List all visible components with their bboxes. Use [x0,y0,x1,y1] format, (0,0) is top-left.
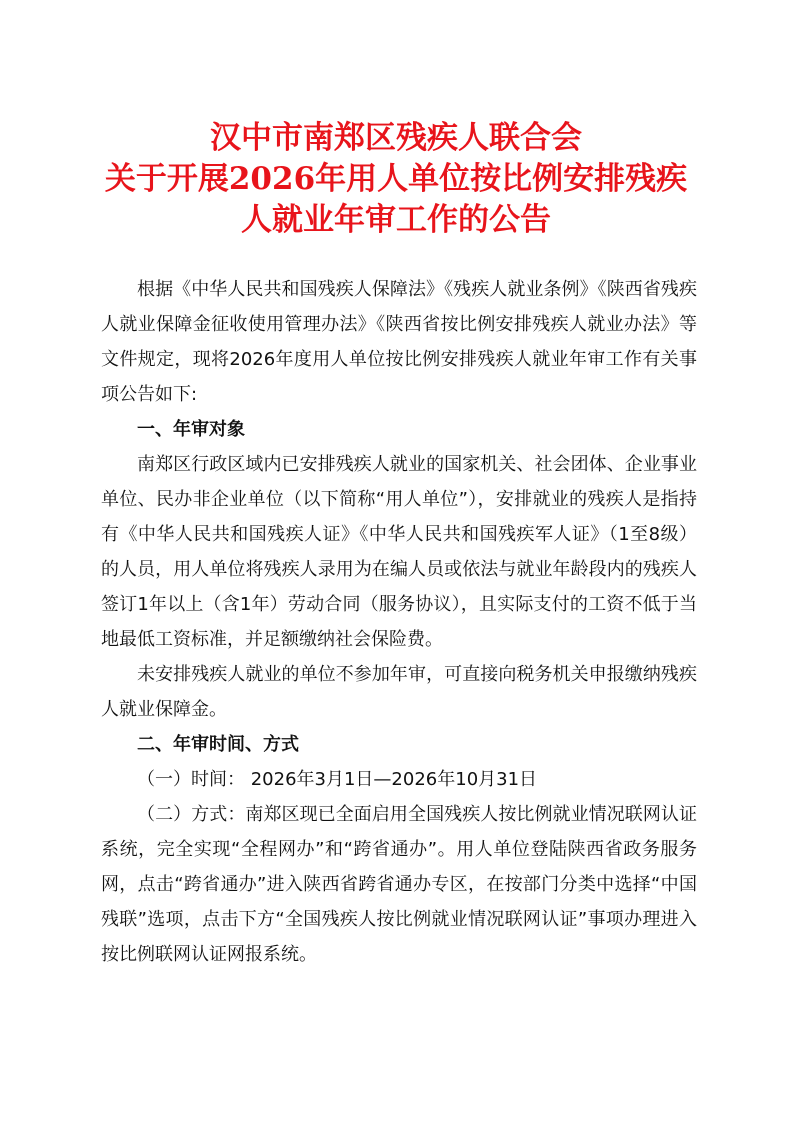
section-2-method: （二）方式：南郑区现已全面启用全国残疾人按比例就业情况联网认证系统，完全实现“全程网办”和“跨省通办”。用人单位登陆陕西省政务服务网，点击“跨省通办”进入陕西省跨省通办专区，在按部门分类中选择“中国残联”选项，点击下方“全国残疾人按比例就业情况联网认证”事项办理进入按比例联网认证网报系统。 [101,804,697,965]
document-title [60,118,732,241]
section-2-time: （一）时间： 2026年3月1日—2026年10月31日 [137,769,538,790]
title-line-2: 关于开展2026年用人单位按比例安排残疾 [104,161,688,197]
section-1-heading: 一、年审对象 [137,419,245,440]
document-body [101,272,697,972]
section-1-paragraph-1: 南郑区行政区域内已安排残疾人就业的国家机关、社会团体、企业事业单位、民办非企业单位（以下简称“用人单位”），安排就业的残疾人是指持有《中华人民共和国残疾人证》《中华人民共和国残疾军人证》（1至8级）的人员，用人单位将残疾人录用为在编人员或依法与就业年龄段内的残疾人签订1年以上（含1年）劳动合同（服务协议），且实际支付的工资不低于当地最低工资标准，并足额缴纳社会保险费。 [101,454,697,650]
section-1-paragraph-2: 未安排残疾人就业的单位不参加年审，可直接向税务机关申报缴纳残疾人就业保障金。 [101,664,697,720]
title-line-1: 汉中市南郑区残疾人联合会 [210,120,582,156]
intro-paragraph: 根据《中华人民共和国残疾人保障法》《残疾人就业条例》《陕西省残疾人就业保障金征收使用管理办法》《陕西省按比例安排残疾人就业办法》等文件规定，现将2026年度用人单位按比例安排残疾人就业年审工作有关事项公告如下: [101,279,697,405]
section-2-heading: 二、年审时间、方式 [137,734,299,755]
title-line-3: 人就业年审工作的公告 [241,202,551,238]
